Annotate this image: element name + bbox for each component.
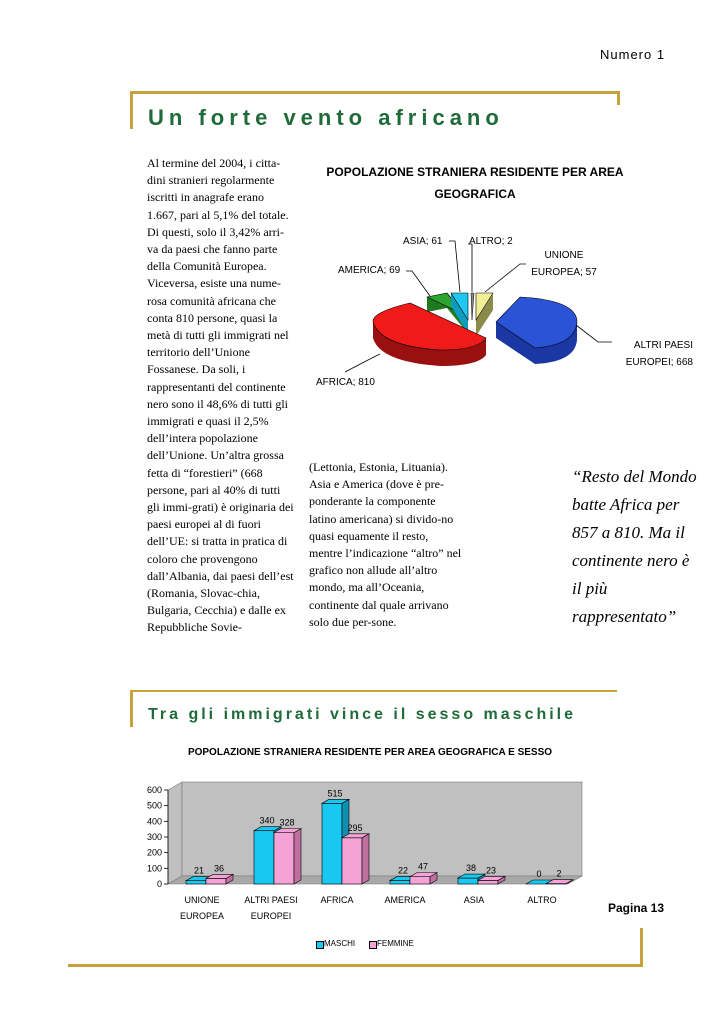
- top-rule: [130, 91, 620, 94]
- leader-line-altri-paesi: [576, 325, 612, 342]
- pie-chart-title: POPOLAZIONE STRANIERA RESIDENTE PER AREA GEOGRAFICA: [326, 165, 624, 201]
- bar-value-label: 328: [279, 817, 295, 828]
- pie-label-asia: ASIA; 61: [403, 236, 443, 247]
- bar-side-femmine: [362, 834, 369, 884]
- legend-swatch-maschi: [316, 941, 324, 949]
- bar-value-label: 515: [327, 788, 343, 799]
- bottom-rule: [68, 964, 643, 967]
- x-label-america: AMERICA: [384, 895, 426, 905]
- x-label-africa: AFRICA: [320, 895, 354, 905]
- bar-maschi: [186, 881, 206, 884]
- leader-line-america: [406, 271, 430, 296]
- bar-chart-title: POPOLAZIONE STRANIERA RESIDENTE PER AREA GEOGRAFICA E SESSO: [187, 747, 553, 758]
- leader-line-altro: [468, 244, 472, 292]
- leader-line-asia: [449, 241, 460, 292]
- title2-left-bar: [130, 690, 133, 727]
- bar-femmine: [410, 877, 430, 884]
- page-number: Pagina 13: [608, 901, 665, 915]
- y-tick-label: 300: [146, 832, 162, 842]
- bar-value-label: 2: [556, 868, 562, 879]
- legend-swatch-femmine: [369, 941, 377, 949]
- bar-side-femmine: [294, 829, 301, 884]
- bar-maschi: [322, 803, 342, 884]
- bar-femmine: [478, 880, 498, 884]
- bar-value-label: 36: [213, 863, 225, 874]
- mid-rule: [130, 690, 617, 692]
- bar-maschi: [254, 831, 274, 884]
- title1-left-bar: [130, 91, 133, 129]
- leader-line-ue: [485, 264, 526, 292]
- bar-value-label: 0: [536, 869, 542, 879]
- x-label-unione-europea: UNIONE EUROPEA: [179, 895, 224, 921]
- article-title: Un forte vento africano: [148, 105, 504, 130]
- legend-label-maschi: MASCHI: [324, 939, 356, 948]
- y-tick-label: 100: [146, 863, 162, 874]
- pie-label-unione-europea: UNIONE EUROPEA; 57: [531, 250, 597, 278]
- y-tick-label: 600: [146, 785, 162, 795]
- pie-label-altro: ALTRO; 2: [469, 236, 513, 247]
- bar-value-label: 23: [485, 865, 497, 876]
- section2-title: Tra gli immigrati vince il sesso maschile: [148, 706, 577, 723]
- bar-maschi: [390, 881, 410, 884]
- leader-line-africa: [345, 354, 380, 372]
- pie-chart: [300, 220, 700, 400]
- bar-maschi: [458, 878, 478, 884]
- y-tick-label: 400: [146, 816, 162, 827]
- issue-number: Numero 1: [600, 47, 666, 62]
- bar-value-label: 38: [465, 863, 477, 874]
- top-rule-corner: [617, 91, 620, 105]
- x-label-altro: ALTRO: [527, 895, 557, 905]
- pie-label-america: AMERICA; 69: [338, 265, 401, 276]
- pie-label-altri-paesi-europei: ALTRI PAESI EUROPEI; 668: [625, 340, 693, 368]
- pie-label-africa: AFRICA; 810: [316, 377, 375, 388]
- article-column-1: Al termine del 2004, i citta-dini stranieri regolarmente iscritti in anagrafe erano 1.667, pari al 5,1% del totale. Di questi, solo il 3,42% arri-va da paesi che fanno parte della Comunità Europea. Viceversa, esiste una nume-rosa comunità africana che conta 810 persone, quasi la metà di tutti gli immigrati nel territorio dell’Unione Fossanese. Da soli, i rappresentanti del continente nero sono il 48,6% di tutti gli immigrati e quasi il 2,5% dell’intera popolazione dell’Unione. Un’altra grossa fetta di “forestieri” (668 persone, pari al 40% di tutti gli immi-grati) è originaria dei paesi europei al di fuori dell’UE: si tratta in pratica di coloro che provengono dall’Albania, dai paesi dell’est (Romania, Slovac-chia, Bulgaria, Cecchia) e dalle ex Repubbliche Sovie-: [147, 156, 294, 635]
- bar-chart: [130, 770, 600, 900]
- bar-value-label: 295: [347, 822, 363, 833]
- pull-quote: “Resto del Mondo batte Africa per 857 a 810. Ma il continente nero è il più rappresentato”: [572, 467, 697, 626]
- bar-value-label: 22: [397, 865, 409, 876]
- y-tick-label: 0: [156, 879, 162, 889]
- bottom-rule-corner: [640, 928, 643, 967]
- article-column-2: (Lettonia, Estonia, Lituania). Asia e America (dove è pre-ponderante la componente latino americana) si divido-no quasi equamente il resto, mentre l’indicazione “altro” nel grafico non allude all’altro mondo, ma all’Oceania, continente dal quale arrivano solo due per-sone.: [309, 460, 462, 629]
- y-tick-label: 500: [146, 800, 162, 811]
- chart-back-wall: [182, 782, 582, 876]
- legend-label-femmine: FEMMINE: [377, 939, 414, 948]
- bar-value-label: 340: [259, 815, 275, 826]
- bar-femmine: [274, 833, 294, 884]
- bar-femmine: [342, 838, 362, 884]
- y-tick-label: 200: [146, 847, 162, 858]
- chart-side-wall: [168, 782, 182, 884]
- x-label-asia: ASIA: [463, 895, 485, 905]
- bar-value-label: 47: [417, 861, 429, 872]
- bar-femmine: [206, 878, 226, 884]
- pie-slice-altro: [471, 293, 474, 320]
- x-label-altri-paesi-europei: ALTRI PAESI EUROPEI: [244, 895, 298, 921]
- bar-value-label: 21: [193, 865, 205, 876]
